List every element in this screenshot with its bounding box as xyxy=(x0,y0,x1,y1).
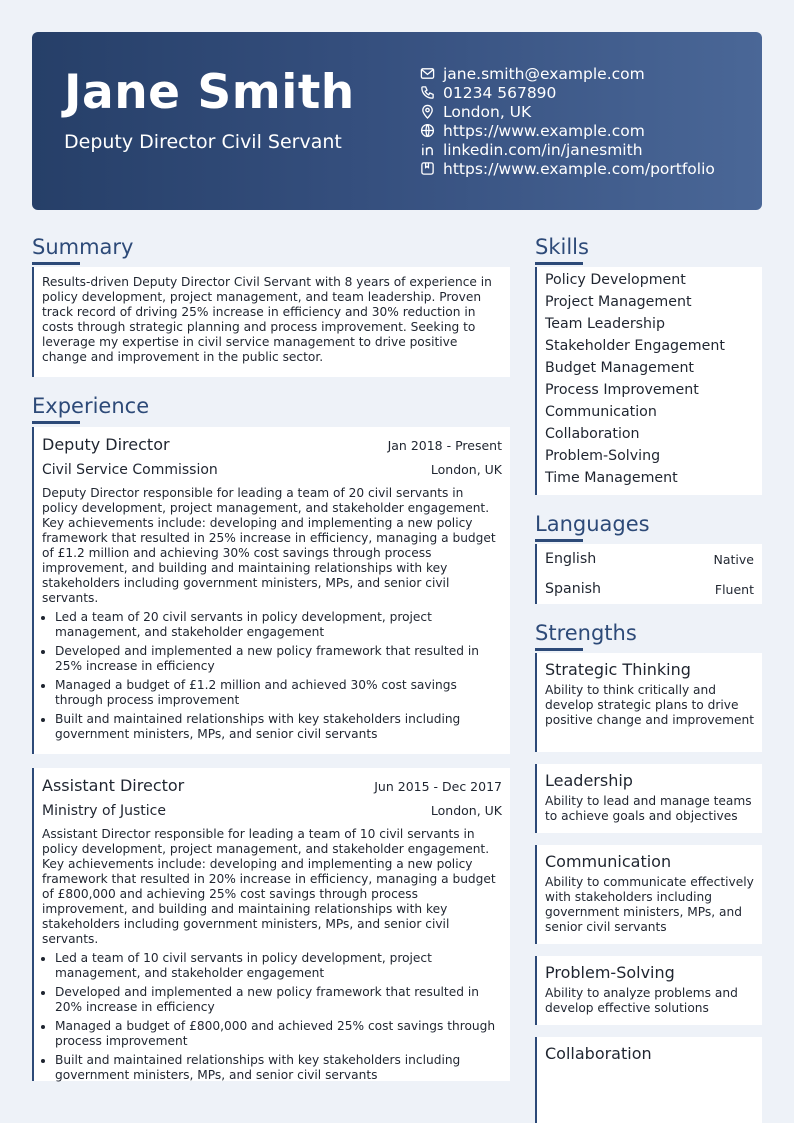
achievement-item: • Managed a budget of £1.2 million and achieved 30% cost savings through process improvement xyxy=(55,678,502,708)
skill-item: Problem-Solving xyxy=(545,448,661,464)
contact-location xyxy=(420,102,715,121)
summary-heading: Summary xyxy=(32,235,134,259)
contact-email[interactable] xyxy=(420,64,715,83)
job-location: London, UK xyxy=(430,462,502,477)
language-name: Spanish xyxy=(545,581,602,597)
achievement-item: • Managed a budget of £800,000 and achieved 25% cost savings through process improvement xyxy=(55,1019,502,1049)
contact-location-text: London, UK xyxy=(443,102,532,121)
job-org-row xyxy=(42,462,502,478)
skill-item: Stakeholder Engagement xyxy=(545,338,725,354)
job-header xyxy=(42,435,502,454)
language-level: Fluent xyxy=(714,581,754,597)
skill-item: Time Management xyxy=(545,470,678,486)
resume-header xyxy=(32,32,762,210)
achievement-item: • Led a team of 20 civil servants in policy development, project management, and stakeholder engagement xyxy=(55,610,502,640)
job-org-row xyxy=(42,803,502,819)
strength-card xyxy=(535,1037,762,1123)
job-location: London, UK xyxy=(430,803,502,818)
job-title: Deputy Director xyxy=(42,435,170,454)
strength-description: Ability to lead and manage teams to achieve goals and objectives xyxy=(545,794,752,823)
linkedin-icon xyxy=(420,142,435,157)
contact-website[interactable] xyxy=(420,121,715,140)
strength-title: Communication xyxy=(545,852,672,871)
contact-portfolio-text: https://www.example.com/portfolio xyxy=(443,159,715,178)
contact-phone[interactable] xyxy=(420,83,715,102)
candidate-title: Deputy Director Civil Servant xyxy=(64,131,342,153)
contact-linkedin[interactable] xyxy=(420,140,715,159)
language-level: Native xyxy=(713,551,754,567)
job-description: Deputy Director responsible for leading a team of 20 civil servants in policy development, project management, and stakeholder engagement. Key achievements include: developing and implementing a new policy framework that resulted in 25% increase in efficiency, managing a budget of £1.2 million and achieving 30% cost savings through process improvement, and building and maintaining relationships with key stakeholders including government ministers, MPs, and senior civil servants. xyxy=(42,486,496,605)
candidate-name: Jane Smith xyxy=(64,65,355,120)
strength-card xyxy=(535,845,762,944)
strength-title: Collaboration xyxy=(545,1044,652,1063)
globe-icon xyxy=(420,123,435,138)
languages-card xyxy=(535,544,762,604)
job-achievements xyxy=(42,610,502,742)
skill-item: Communication xyxy=(545,404,657,420)
skill-item: Team Leadership xyxy=(545,316,665,332)
skill-item: Project Management xyxy=(545,294,692,310)
email-icon xyxy=(420,66,435,81)
strength-description: Ability to think critically and develop strategic plans to drive positive change and improvement xyxy=(545,683,754,727)
job-achievements xyxy=(42,951,502,1083)
achievement-item: • Built and maintained relationships with key stakeholders including government ministers, MPs, and senior civil servants xyxy=(55,712,502,742)
job-header xyxy=(42,776,502,795)
achievement-item: • Built and maintained relationships with key stakeholders including government ministers, MPs, and senior civil servants xyxy=(55,1053,502,1083)
experience-item xyxy=(32,768,510,1081)
skill-item: Collaboration xyxy=(545,426,640,442)
job-organization: Civil Service Commission xyxy=(42,462,218,478)
experience-item xyxy=(32,427,510,754)
contact-portfolio[interactable] xyxy=(420,159,715,178)
skill-item: Budget Management xyxy=(545,360,694,376)
contact-phone-text: 01234 567890 xyxy=(443,83,557,102)
phone-icon xyxy=(420,85,435,100)
language-row xyxy=(545,574,754,604)
language-name: English xyxy=(545,551,597,567)
languages-heading: Languages xyxy=(535,512,650,536)
skills-card xyxy=(535,267,762,495)
strengths-heading: Strengths xyxy=(535,621,637,645)
strength-title: Problem-Solving xyxy=(545,963,675,982)
job-organization: Ministry of Justice xyxy=(42,803,166,819)
summary-card xyxy=(32,267,510,377)
summary-text: Results-driven Deputy Director Civil Servant with 8 years of experience in policy development, project management, and team leadership. Proven track record of driving 25% increase in efficiency and 30% reduction in costs through strategic planning and process improvement. Seeking to leverage my expertise in civil service management to drive positive change and improvement in the public sector. xyxy=(42,275,492,364)
contact-list xyxy=(420,64,715,178)
achievement-item: • Led a team of 10 civil servants in policy development, project management, and stakeholder engagement xyxy=(55,951,502,981)
skill-item: Process Improvement xyxy=(545,382,699,398)
achievement-item: • Developed and implemented a new policy framework that resulted in 25% increase in efficiency xyxy=(55,644,502,674)
strength-description: Ability to communicate effectively with stakeholders including government ministers, MPs, and senior civil servants xyxy=(545,875,754,934)
job-dates: Jun 2015 - Dec 2017 xyxy=(374,779,502,794)
skill-item: Policy Development xyxy=(545,272,686,288)
language-row xyxy=(545,544,754,574)
strength-title: Leadership xyxy=(545,771,633,790)
contact-website-text: https://www.example.com xyxy=(443,121,645,140)
job-dates: Jan 2018 - Present xyxy=(387,438,502,453)
skills-heading: Skills xyxy=(535,235,589,259)
job-title: Assistant Director xyxy=(42,776,185,795)
contact-email-text: jane.smith@example.com xyxy=(443,64,645,83)
strength-card xyxy=(535,956,762,1025)
strength-card xyxy=(535,653,762,752)
strength-description: Ability to analyze problems and develop effective solutions xyxy=(545,986,738,1015)
experience-heading: Experience xyxy=(32,394,150,418)
contact-linkedin-text: linkedin.com/in/janesmith xyxy=(443,140,643,159)
job-description: Assistant Director responsible for leading a team of 10 civil servants in policy development, project management, and stakeholder engagement. Key achievements include: developing and implementing a new policy framework that resulted in 20% increase in efficiency, managing a budget of £800,000 and achieving 25% cost savings through process improvement, and building and maintaining relationships with key stakeholders including government ministers, MPs, and senior civil servants. xyxy=(42,827,496,946)
portfolio-icon xyxy=(420,161,435,176)
strength-card xyxy=(535,764,762,833)
achievement-item: • Developed and implemented a new policy framework that resulted in 20% increase in efficiency xyxy=(55,985,502,1015)
location-icon xyxy=(420,104,435,119)
strength-title: Strategic Thinking xyxy=(545,660,691,679)
